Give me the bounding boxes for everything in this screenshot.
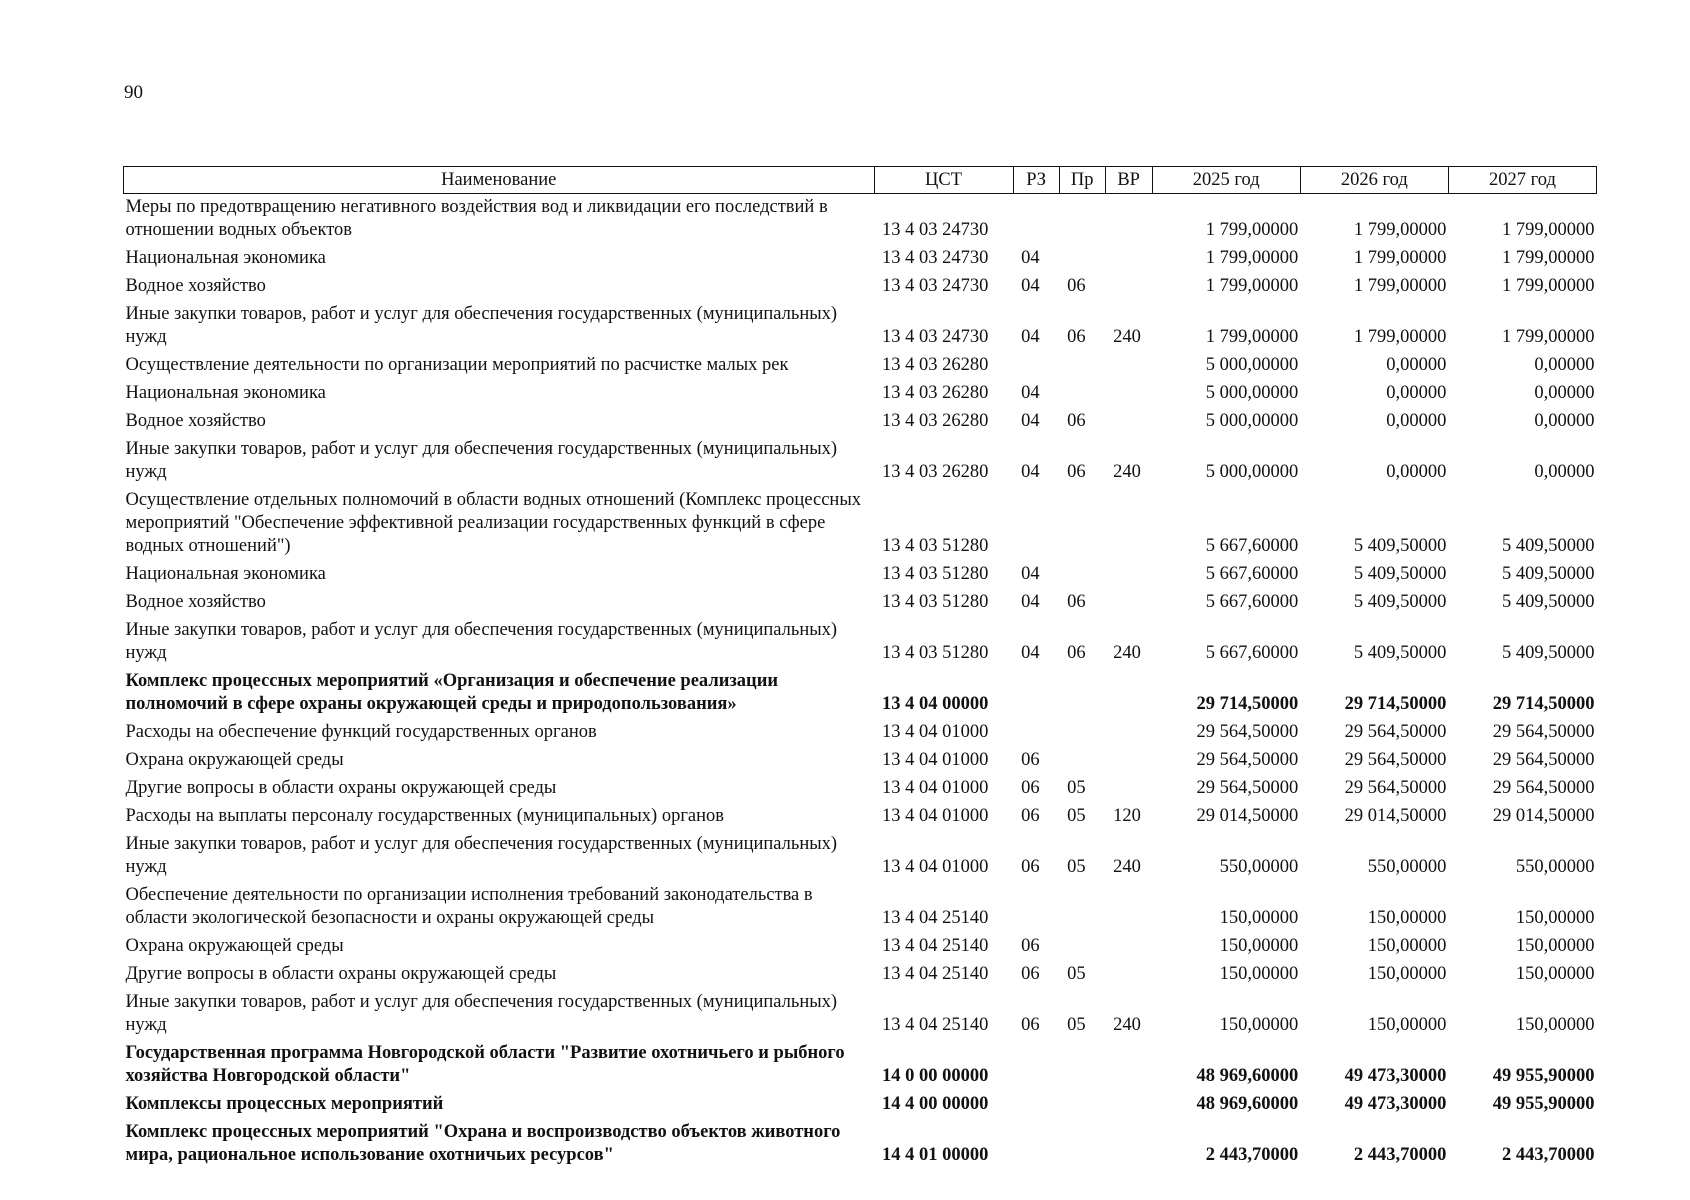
cell-name: Водное хозяйство	[125, 411, 266, 431]
table-row	[124, 589, 1597, 617]
cell-2026: 150,00000	[1367, 936, 1447, 956]
cell-2027: 1 799,00000	[1502, 327, 1595, 347]
cell-2027: 1 799,00000	[1502, 248, 1595, 268]
cell-2027: 1 799,00000	[1502, 276, 1595, 296]
cell-2027: 5 409,50000	[1502, 592, 1595, 612]
cell-rz: 06	[1021, 750, 1040, 770]
cell-rz: 04	[1021, 327, 1040, 347]
table-row	[124, 194, 1597, 246]
table-row	[124, 831, 1597, 882]
cell-2025: 48 969,60000	[1196, 1094, 1299, 1114]
cell-vr	[1105, 1091, 1152, 1119]
cell-pr: 05	[1067, 857, 1086, 877]
cell-2027: 5 409,50000	[1502, 643, 1595, 663]
cell-cst: 13 4 04 25140	[882, 964, 989, 984]
table-header	[124, 167, 1597, 194]
cell-vr	[1105, 882, 1152, 933]
cell-pr: 05	[1067, 778, 1086, 798]
cell-pr	[1059, 1040, 1105, 1091]
table-row	[124, 1091, 1597, 1119]
cell-rz: 04	[1021, 643, 1040, 663]
cell-2025: 5 667,60000	[1205, 536, 1299, 556]
cell-cst: 13 4 03 26280	[882, 411, 989, 431]
cell-2025: 29 714,50000	[1196, 694, 1299, 714]
cell-pr	[1059, 245, 1105, 273]
table-row	[124, 245, 1597, 273]
cell-2025: 29 564,50000	[1196, 722, 1299, 742]
table-row	[124, 668, 1597, 719]
cell-2025: 2 443,70000	[1205, 1145, 1299, 1165]
cell-2027: 2 443,70000	[1502, 1145, 1595, 1165]
cell-vr: 240	[1113, 327, 1141, 347]
cell-pr	[1059, 719, 1105, 747]
cell-cst: 13 4 04 25140	[882, 908, 989, 928]
header-cst: ЦСТ	[874, 167, 1013, 194]
cell-name: Обеспечение деятельности по организации исполнения требований законодательства в области экологической безопасности и охраны окружающей среды	[125, 885, 813, 928]
cell-2025: 1 799,00000	[1205, 220, 1299, 240]
table-row	[124, 617, 1597, 668]
table-row	[124, 719, 1597, 747]
cell-pr	[1059, 1119, 1105, 1170]
cell-name: Иные закупки товаров, работ и услуг для обеспечения государственных (муниципальных) нужд	[125, 439, 838, 482]
cell-2025: 48 969,60000	[1196, 1066, 1299, 1086]
table-row	[124, 273, 1597, 301]
cell-2025: 5 667,60000	[1205, 564, 1299, 584]
cell-vr	[1105, 487, 1152, 561]
cell-cst: 13 4 03 51280	[882, 592, 989, 612]
table-row	[124, 352, 1597, 380]
cell-vr: 240	[1113, 643, 1141, 663]
cell-vr	[1105, 961, 1152, 989]
table-row	[124, 380, 1597, 408]
table-row	[124, 561, 1597, 589]
cell-vr	[1105, 747, 1152, 775]
cell-2025: 150,00000	[1219, 964, 1299, 984]
header-rz: РЗ	[1013, 167, 1059, 194]
cell-2026: 150,00000	[1367, 964, 1447, 984]
cell-cst: 13 4 03 24730	[882, 327, 989, 347]
cell-rz	[1013, 719, 1059, 747]
cell-cst: 13 4 03 26280	[882, 355, 989, 375]
cell-name: Комплекс процессных мероприятий "Охрана и воспроизводство объектов животного мира, рациональное использование охотничьих ресурсов"	[125, 1122, 841, 1165]
cell-2025: 29 014,50000	[1196, 806, 1299, 826]
cell-2026: 150,00000	[1367, 908, 1447, 928]
cell-rz: 04	[1021, 592, 1040, 612]
cell-name: Другие вопросы в области охраны окружающей среды	[125, 964, 557, 984]
cell-cst: 13 4 03 26280	[882, 462, 989, 482]
cell-2027: 1 799,00000	[1502, 220, 1595, 240]
cell-cst: 13 4 04 01000	[882, 778, 989, 798]
cell-pr: 06	[1067, 276, 1086, 296]
cell-name: Комплексы процессных мероприятий	[125, 1094, 444, 1114]
cell-pr	[1059, 194, 1105, 246]
cell-vr: 240	[1113, 1015, 1141, 1035]
cell-2026: 150,00000	[1367, 1015, 1447, 1035]
table-row	[124, 301, 1597, 352]
cell-pr	[1059, 882, 1105, 933]
cell-pr	[1059, 561, 1105, 589]
cell-pr	[1059, 933, 1105, 961]
cell-cst: 13 4 04 25140	[882, 1015, 989, 1035]
cell-name: Осуществление отдельных полномочий в области водных отношений (Комплекс процессных мероприятий "Обеспечение эффективной реализации государственных функций в сфере водных отношений")	[125, 490, 862, 556]
cell-2025: 29 564,50000	[1196, 778, 1299, 798]
cell-cst: 13 4 04 01000	[882, 806, 989, 826]
cell-cst: 13 4 03 51280	[882, 564, 989, 584]
cell-2025: 150,00000	[1219, 908, 1299, 928]
cell-name: Иные закупки товаров, работ и услуг для обеспечения государственных (муниципальных) нужд	[125, 834, 838, 877]
cell-rz: 04	[1021, 383, 1040, 403]
table-row	[124, 436, 1597, 487]
cell-vr	[1105, 245, 1152, 273]
cell-vr	[1105, 719, 1152, 747]
cell-2025: 1 799,00000	[1205, 327, 1299, 347]
cell-rz	[1013, 1091, 1059, 1119]
cell-2025: 5 000,00000	[1205, 462, 1299, 482]
cell-2027: 29 564,50000	[1492, 722, 1595, 742]
cell-rz: 06	[1021, 1015, 1040, 1035]
cell-cst: 14 0 00 00000	[882, 1066, 989, 1086]
cell-2026: 29 714,50000	[1344, 694, 1447, 714]
cell-vr	[1105, 273, 1152, 301]
header-name: Наименование	[124, 167, 875, 194]
cell-rz	[1013, 668, 1059, 719]
cell-2026: 5 409,50000	[1353, 536, 1447, 556]
cell-2027: 0,00000	[1534, 411, 1595, 431]
cell-pr	[1059, 487, 1105, 561]
cell-rz: 04	[1021, 248, 1040, 268]
cell-name: Охрана окружающей среды	[125, 750, 344, 770]
cell-cst: 13 4 03 51280	[882, 536, 989, 556]
header-vr: ВР	[1105, 167, 1152, 194]
cell-2027: 5 409,50000	[1502, 536, 1595, 556]
table-row	[124, 1119, 1597, 1170]
cell-pr: 06	[1067, 462, 1086, 482]
cell-2025: 150,00000	[1219, 1015, 1299, 1035]
cell-2027: 550,00000	[1515, 857, 1595, 877]
cell-name: Комплекс процессных мероприятий «Организация и обеспечение реализации полномочий в сфере охраны окружающей среды и природопользования»	[125, 671, 779, 714]
budget-table	[123, 166, 1597, 1170]
cell-rz	[1013, 352, 1059, 380]
cell-name: Водное хозяйство	[125, 276, 266, 296]
cell-name: Иные закупки товаров, работ и услуг для обеспечения государственных (муниципальных) нужд	[125, 304, 838, 347]
cell-vr: 120	[1113, 806, 1141, 826]
cell-2027: 0,00000	[1534, 355, 1595, 375]
cell-vr	[1105, 933, 1152, 961]
cell-2027: 29 014,50000	[1492, 806, 1595, 826]
cell-cst: 13 4 04 25140	[882, 936, 989, 956]
table-row	[124, 747, 1597, 775]
cell-2026: 5 409,50000	[1353, 564, 1447, 584]
header-2025: 2025 год	[1152, 167, 1300, 194]
cell-cst: 13 4 03 24730	[882, 220, 989, 240]
cell-pr: 06	[1067, 592, 1086, 612]
cell-2026: 5 409,50000	[1353, 643, 1447, 663]
cell-cst: 13 4 03 26280	[882, 383, 989, 403]
cell-cst: 13 4 04 00000	[882, 694, 989, 714]
cell-2027: 49 955,90000	[1492, 1094, 1595, 1114]
cell-pr	[1059, 352, 1105, 380]
header-2026: 2026 год	[1300, 167, 1448, 194]
cell-pr: 05	[1067, 1015, 1086, 1035]
cell-2026: 5 409,50000	[1353, 592, 1447, 612]
cell-vr	[1105, 589, 1152, 617]
cell-name: Иные закупки товаров, работ и услуг для обеспечения государственных (муниципальных) нужд	[125, 992, 838, 1035]
table-row	[124, 487, 1597, 561]
cell-name: Охрана окружающей среды	[125, 936, 344, 956]
cell-name: Расходы на выплаты персоналу государственных (муниципальных) органов	[125, 806, 725, 826]
cell-name: Иные закупки товаров, работ и услуг для обеспечения государственных (муниципальных) нужд	[125, 620, 838, 663]
cell-2027: 0,00000	[1534, 462, 1595, 482]
cell-2026: 1 799,00000	[1353, 276, 1447, 296]
cell-2026: 0,00000	[1386, 355, 1447, 375]
cell-pr: 05	[1067, 806, 1086, 826]
cell-2025: 5 667,60000	[1205, 643, 1299, 663]
cell-name: Национальная экономика	[125, 248, 326, 268]
table-row	[124, 1040, 1597, 1091]
cell-rz: 06	[1021, 806, 1040, 826]
cell-2025: 1 799,00000	[1205, 276, 1299, 296]
cell-cst: 13 4 04 01000	[882, 857, 989, 877]
cell-vr	[1105, 775, 1152, 803]
cell-rz	[1013, 487, 1059, 561]
cell-name: Осуществление деятельности по организации мероприятий по расчистке малых рек	[125, 355, 789, 375]
cell-cst: 13 4 04 01000	[882, 722, 989, 742]
cell-rz: 06	[1021, 857, 1040, 877]
cell-vr	[1105, 1119, 1152, 1170]
cell-cst: 13 4 03 51280	[882, 643, 989, 663]
cell-2025: 1 799,00000	[1205, 248, 1299, 268]
cell-vr: 240	[1113, 462, 1141, 482]
cell-2027: 150,00000	[1515, 1015, 1595, 1035]
table-row	[124, 775, 1597, 803]
cell-rz: 04	[1021, 564, 1040, 584]
cell-2026: 29 564,50000	[1344, 750, 1447, 770]
cell-rz	[1013, 194, 1059, 246]
cell-pr	[1059, 1091, 1105, 1119]
cell-name: Другие вопросы в области охраны окружающей среды	[125, 778, 557, 798]
cell-2027: 150,00000	[1515, 964, 1595, 984]
cell-2027: 150,00000	[1515, 908, 1595, 928]
cell-2027: 5 409,50000	[1502, 564, 1595, 584]
cell-2025: 5 667,60000	[1205, 592, 1299, 612]
header-row	[124, 167, 1597, 194]
cell-rz	[1013, 1040, 1059, 1091]
cell-rz: 04	[1021, 462, 1040, 482]
cell-2027: 29 714,50000	[1492, 694, 1595, 714]
cell-cst: 14 4 00 00000	[882, 1094, 989, 1114]
cell-pr	[1059, 668, 1105, 719]
cell-cst: 13 4 03 24730	[882, 248, 989, 268]
cell-pr: 06	[1067, 327, 1086, 347]
cell-2026: 49 473,30000	[1344, 1094, 1447, 1114]
table-row	[124, 803, 1597, 831]
cell-rz: 04	[1021, 411, 1040, 431]
cell-2026: 0,00000	[1386, 462, 1447, 482]
cell-name: Национальная экономика	[125, 383, 326, 403]
cell-2026: 0,00000	[1386, 411, 1447, 431]
cell-name: Меры по предотвращению негативного воздействия вод и ликвидации его последствий в отношении водных объектов	[125, 197, 828, 240]
cell-name: Государственная программа Новгородской области "Развитие охотничьего и рыбного хозяйства Новгородской области"	[125, 1043, 845, 1086]
cell-pr	[1059, 380, 1105, 408]
table-row	[124, 882, 1597, 933]
cell-2026: 29 014,50000	[1344, 806, 1447, 826]
header-pr: Пр	[1059, 167, 1105, 194]
cell-2027: 49 955,90000	[1492, 1066, 1595, 1086]
cell-2026: 550,00000	[1367, 857, 1447, 877]
cell-2027: 150,00000	[1515, 936, 1595, 956]
cell-2025: 5 000,00000	[1205, 411, 1299, 431]
cell-2025: 550,00000	[1219, 857, 1299, 877]
cell-2026: 1 799,00000	[1353, 248, 1447, 268]
cell-2025: 5 000,00000	[1205, 355, 1299, 375]
cell-pr	[1059, 747, 1105, 775]
cell-2026: 1 799,00000	[1353, 327, 1447, 347]
cell-vr	[1105, 561, 1152, 589]
cell-name: Национальная экономика	[125, 564, 326, 584]
cell-vr	[1105, 1040, 1152, 1091]
cell-2026: 2 443,70000	[1353, 1145, 1447, 1165]
cell-cst: 13 4 04 01000	[882, 750, 989, 770]
cell-rz	[1013, 1119, 1059, 1170]
cell-2025: 150,00000	[1219, 936, 1299, 956]
table-row	[124, 961, 1597, 989]
cell-2026: 29 564,50000	[1344, 722, 1447, 742]
cell-rz	[1013, 882, 1059, 933]
cell-2026: 29 564,50000	[1344, 778, 1447, 798]
cell-vr	[1105, 668, 1152, 719]
cell-cst: 13 4 03 24730	[882, 276, 989, 296]
table-body	[124, 194, 1597, 1171]
cell-pr: 05	[1067, 964, 1086, 984]
table-row	[124, 933, 1597, 961]
cell-vr	[1105, 194, 1152, 246]
header-2027: 2027 год	[1448, 167, 1596, 194]
cell-name: Расходы на обеспечение функций государственных органов	[125, 722, 597, 742]
table-row	[124, 408, 1597, 436]
cell-2026: 0,00000	[1386, 383, 1447, 403]
cell-2027: 29 564,50000	[1492, 778, 1595, 798]
cell-vr	[1105, 408, 1152, 436]
cell-2027: 29 564,50000	[1492, 750, 1595, 770]
cell-2025: 5 000,00000	[1205, 383, 1299, 403]
cell-vr	[1105, 352, 1152, 380]
cell-rz: 06	[1021, 964, 1040, 984]
cell-vr: 240	[1113, 857, 1141, 877]
cell-rz: 06	[1021, 778, 1040, 798]
cell-rz: 06	[1021, 936, 1040, 956]
cell-2026: 1 799,00000	[1353, 220, 1447, 240]
table-row	[124, 989, 1597, 1040]
cell-2026: 49 473,30000	[1344, 1066, 1447, 1086]
cell-name: Водное хозяйство	[125, 592, 266, 612]
cell-2025: 29 564,50000	[1196, 750, 1299, 770]
cell-cst: 14 4 01 00000	[882, 1145, 989, 1165]
cell-pr: 06	[1067, 643, 1086, 663]
cell-2027: 0,00000	[1534, 383, 1595, 403]
page-number: 90	[124, 82, 143, 103]
cell-pr: 06	[1067, 411, 1086, 431]
cell-vr	[1105, 380, 1152, 408]
cell-rz: 04	[1021, 276, 1040, 296]
